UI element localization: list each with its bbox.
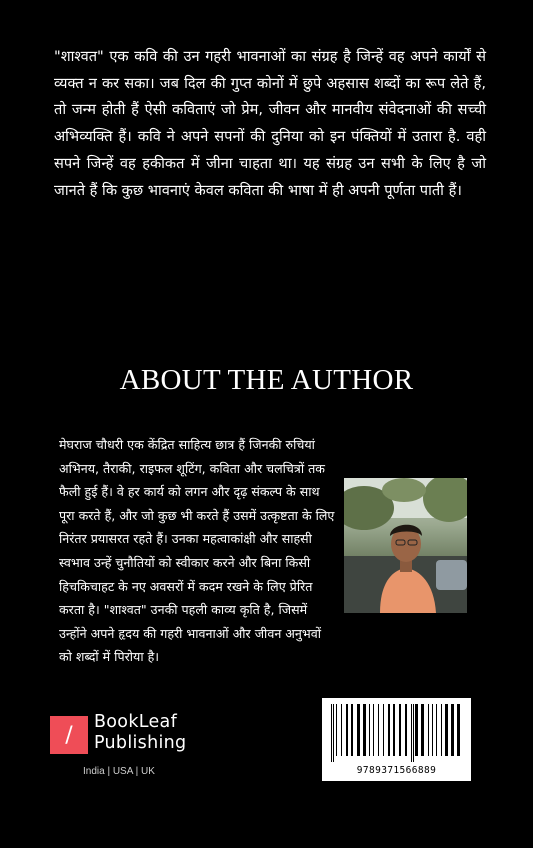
publisher-name-line2: Publishing (94, 733, 187, 753)
barcode-bar (428, 704, 429, 756)
barcode-bar (357, 704, 360, 756)
author-photo (344, 478, 467, 613)
barcode-bar (363, 704, 366, 756)
author-bio: मेघराज चौधरी एक केंद्रित साहित्य छात्र हैं जिनकी रुचियां अभिनय, तैराकी, राइफल शूटिंग, कविता और चलचित्रों तक फैली हुई हैं। वे हर कार्य को लगन और दृढ़ संकल्प के साथ पूरा करते हैं, और जो कुछ भी करते हैं उसमें उत्कृष्टता के लिए निरंतर प्रयासरत रहते हैं। उनका महत्वाकांक्षी और साहसी स्वभाव उन्हें चुनौतियों को स्वीकार करने और बिना किसी हिचकिचाहट के नए अवसरों में कदम रखने के लिए प्रेरित करता है। "शाश्वत" उनकी पहली काव्य कृति है, जिसमें उन्होंने अपने हृदय की गहरी भावनाओं और जीवन अनुभवों को शब्दों में पिरोया है। (59, 437, 335, 665)
barcode-bar (445, 704, 448, 756)
barcode-bar (336, 704, 337, 756)
barcode-bar (383, 704, 384, 756)
barcode-bar (405, 704, 407, 756)
publisher-regions: India | USA | UK (83, 766, 155, 777)
back-cover-blurb: "शाश्वत" एक कवि की उन गहरी भावनाओं का संग्रह है जिन्हें वह अपने कार्यों से व्यक्त न कर सका। जब दिल की गुप्त कोनों में छुपे अहसास शब्दों का रूप लेते हैं, तो जन्म होती हैं ऐसी कविताएं जो प्रेम, जीवन और मानवीय संवेदनाओं की सच्ची अभिव्यक्ति हैं। कवि ने अपने सपनों की दुनिया को इन पंक्तियों में उतारा है. वही सपने जिन्हें वह हकीकत में जीना चाहता था। यह संग्रह उन सभी के लिए है जो जानते हैं कि कुछ भावनाएं केवल कविता की भाषा में ही अपनी पूर्णता पाती हैं। (54, 48, 486, 199)
barcode-bar (451, 704, 454, 756)
barcode-bars (329, 704, 464, 762)
barcode-bar (373, 704, 374, 756)
barcode-bar (388, 704, 390, 756)
barcode-bar (393, 704, 395, 756)
barcode-bar (331, 704, 332, 762)
about-the-author-heading: ABOUT THE AUTHOR (119, 364, 414, 396)
isbn-number: 9789371566889 (356, 765, 437, 776)
barcode-bar (413, 704, 414, 762)
barcode-bar (421, 704, 424, 756)
barcode-bar (333, 704, 334, 762)
barcode-bar (415, 704, 418, 756)
barcode-bar (399, 704, 401, 756)
barcode-bar (436, 704, 437, 756)
barcode-bar (351, 704, 353, 756)
barcode-bar (378, 704, 379, 756)
publisher-logo-text (94, 712, 186, 754)
barcode-bar (411, 704, 412, 762)
barcode-bar (432, 704, 433, 756)
barcode-bar (346, 704, 348, 756)
logo-glyph: / (65, 722, 73, 748)
bookleaf-logo-icon (50, 716, 88, 754)
barcode-bar (341, 704, 342, 756)
barcode-bar (457, 704, 460, 756)
barcode-bar (369, 704, 370, 756)
isbn-barcode (322, 698, 471, 781)
barcode-bar (441, 704, 442, 756)
publisher-name-line1: BookLeaf (94, 712, 178, 732)
